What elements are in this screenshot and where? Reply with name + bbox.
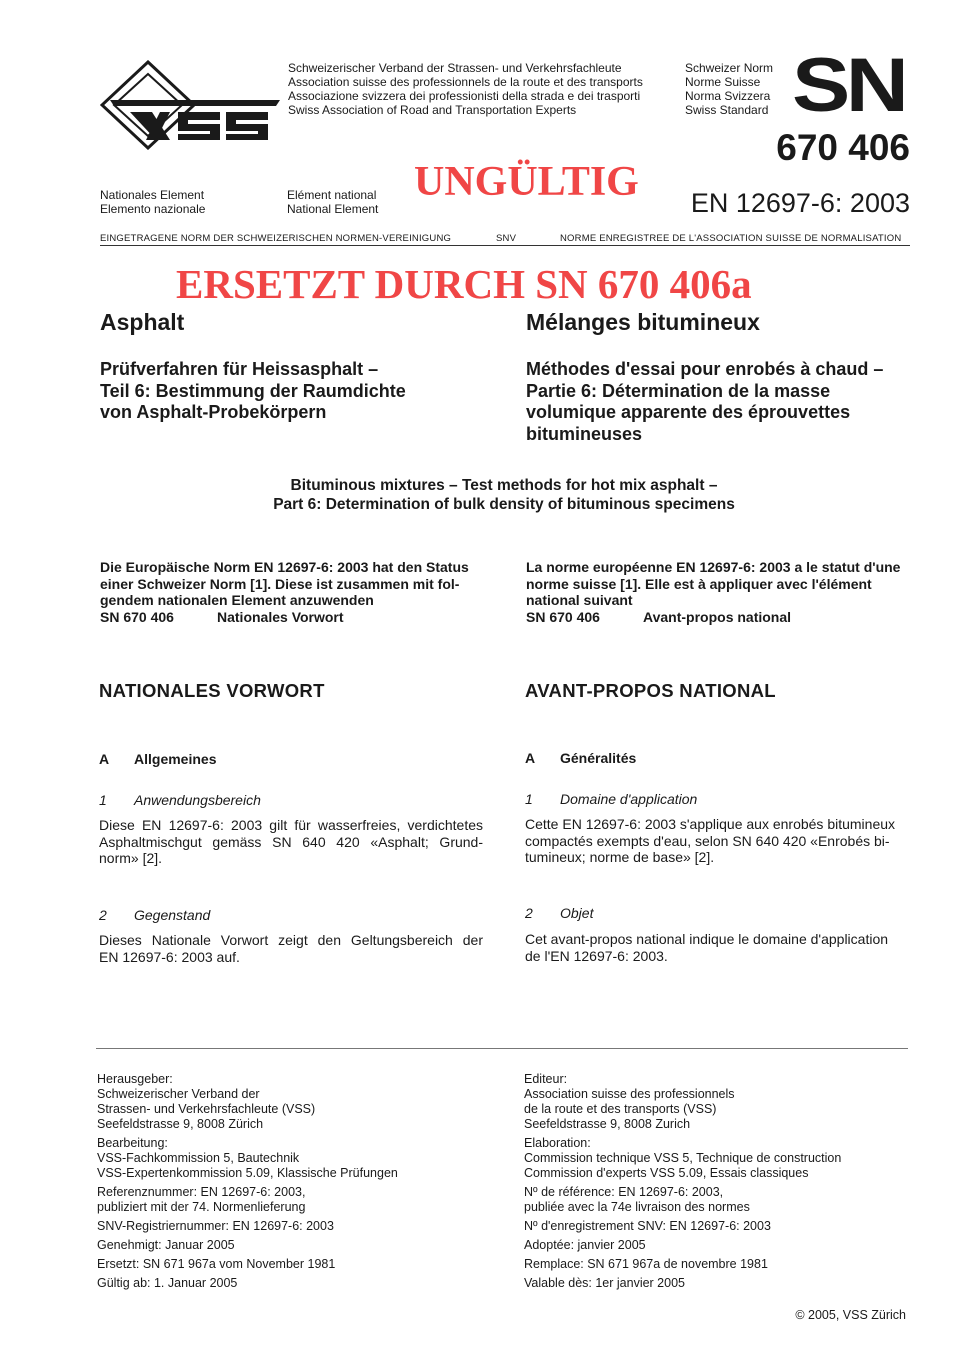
status-de-ref-number: SN 670 406 [100,608,174,625]
section-1-fr-title: Domaine d'application [560,791,698,807]
imprint-de-line: Herausgeber: [97,1072,173,1086]
section-1-fr-number: 1 [525,791,533,807]
imprint-de-line: Gültig ab: 1. Januar 2005 [97,1276,238,1290]
foreword-heading-de: NATIONALES VORWORT [99,680,325,701]
national-element-fr-en [287,188,378,216]
status-fr-line: national suivant [526,592,633,608]
section-2-fr-line: Cet avant-propos national indique le domaine d'application [525,931,889,947]
section-1-fr-text [525,816,909,866]
section-2-de-line: EN 12697-6: 2003 auf. [99,948,240,965]
national-element-fr: Elément national [287,188,377,202]
section-a-de [99,751,216,768]
imprint-fr-line: Commission technique VSS 5, Technique de construction [524,1151,842,1165]
section-2-fr-text [525,931,909,964]
title-fr: Mélanges bitumineux [526,309,760,335]
section-1-de-number: 1 [99,792,107,808]
replaced-stamp: ERSETZT DURCH SN 670 406a [176,261,752,307]
imprint-de-line: VSS-Expertenkommission 5.09, Klassische Prüfungen [97,1166,398,1180]
imprint-fr-editing [524,1136,841,1181]
imprint-fr-line: Seefeldstrasse 9, 8008 Zurich [524,1117,691,1131]
header-divider [100,245,910,246]
imprint-de-line: VSS-Fachkommission 5, Bautechnik [97,1151,300,1165]
en-number: EN 12697-6: 2003 [690,188,910,218]
status-de-line: einer Schweizer Norm [1]. Diese ist zusammen mit fol- [100,575,460,592]
status-de-line: gendem nationalen Element anzuwenden [100,592,374,608]
norm-type-en: Swiss Standard [685,103,769,117]
imprint-de [97,1072,398,1291]
registered-de: EINGETRAGENE NORM DER SCHWEIZERISCHEN NORMEN-VEREINIGUNG [100,233,452,244]
imprint-de-line: Genehmigt: Januar 2005 [97,1238,235,1252]
copyright: © 2005, VSS Zürich [795,1308,906,1322]
org-name-en: Swiss Association of Road and Transportation Experts [288,103,577,117]
subtitle-fr-line: Méthodes d'essai pour enrobés à chaud – [526,359,884,379]
imprint-fr-reference [524,1185,841,1215]
imprint-de-publisher [97,1072,398,1132]
status-fr-line: norme suisse [1]. Elle est à appliquer avec l'élément [526,575,872,592]
national-element-en: National Element [287,202,379,216]
national-element-de: Nationales Element [100,188,205,202]
org-names [288,61,643,117]
subtitle-de-line: Teil 6: Bestimmung der Raumdichte [100,380,406,401]
subtitle-en-line: Part 6: Determination of bulk density of bituminous specimens [273,496,735,513]
norm-type [685,61,773,117]
imprint-fr-line: Remplace: SN 671 967a de novembre 1981 [524,1257,768,1271]
imprint-de-reference [97,1185,398,1215]
imprint-de-editing [97,1136,398,1181]
imprint-fr [524,1072,841,1291]
imprint-de-line: Referenznummer: EN 12697-6: 2003, [97,1185,306,1199]
section-2-de-text [99,932,483,965]
norm-type-fr: Norme Suisse [685,75,761,89]
registered-snv: SNV [496,233,517,244]
imprint-fr-line: Valable dès: 1er janvier 2005 [524,1276,685,1290]
imprint-fr-line: Commission d'experts VSS 5.09, Essais classiques [524,1166,809,1180]
subtitle-de-line: Prüfverfahren für Heissasphalt – [100,359,379,379]
section-1-fr-heading [525,791,697,808]
subtitle-fr-line: Partie 6: Détermination de la masse [526,380,831,401]
section-a-fr-letter: A [525,750,536,766]
imprint-de-line: Bearbeitung: [97,1136,168,1150]
foreword-heading-fr: AVANT-PROPOS NATIONAL [525,680,776,701]
imprint-fr-line: Nº de référence: EN 12697-6: 2003, [524,1185,724,1199]
subtitle-de-line: von Asphalt-Probekörpern [100,402,327,422]
section-2-de-heading [99,907,210,924]
section-2-de-number: 2 [99,907,107,923]
section-1-de-line: Asphaltmischgut gemäss SN 640 420 «Asphalt; Grund- [99,833,483,850]
subtitle-fr-line: bitumineuses [526,423,643,444]
status-de [100,559,484,625]
imprint-fr-line: Editeur: [524,1072,568,1086]
registered-fr: NORME ENREGISTREE DE L'ASSOCIATION SUISSE DE NORMALISATION [560,233,902,244]
section-a-de-title: Allgemeines [134,751,217,767]
subtitle-fr-line: volumique apparente des éprouvettes [526,402,851,422]
org-name-de: Schweizerischer Verband der Strassen- und Verkehrsfachleute [288,61,622,75]
section-1-de-text [99,817,483,867]
subtitle-de [100,359,406,424]
section-2-fr-number: 2 [525,905,533,921]
invalid-stamp: UNGÜLTIG [414,159,639,205]
imprint-de-line: publiziert mit der 74. Normenlieferung [97,1200,306,1214]
norm-number: 670 406 [776,127,910,168]
section-1-fr-line: compactés exempts d'eau, selon SN 640 420 «Enrobés bi- [525,832,890,849]
national-element-it: Elemento nazionale [100,202,206,216]
imprint-de-line: Ersetzt: SN 671 967a vom November 1981 [97,1257,336,1271]
section-a-fr-title: Généralités [560,750,637,766]
org-name-it: Associazione svizzera dei professionisti della strada e dei trasporti [288,89,641,103]
status-de-ref-label: Nationales Vorwort [217,608,344,625]
imprint-de-line: SNV-Registriernummer: EN 12697-6: 2003 [97,1219,334,1233]
section-a-de-letter: A [99,751,110,767]
section-a-fr [525,750,636,767]
org-name-fr: Association suisse des professionnels de la route et des transports [288,75,643,89]
imprint-de-line: Seefeldstrasse 9, 8008 Zürich [97,1117,264,1131]
imprint-fr-line: Elaboration: [524,1136,591,1150]
section-1-de-line: Diese EN 12697-6: 2003 gilt für wasserfreies, verdichtetes [99,817,483,833]
title-de: Asphalt [100,309,185,335]
imprint-fr-publisher [524,1072,841,1132]
norm-type-it: Norma Svizzera [685,89,771,103]
status-fr [526,559,910,625]
imprint-fr-line: Association suisse des professionnels [524,1087,735,1101]
status-de-reference [100,609,484,626]
vss-logo-icon [100,60,282,150]
national-element-de-it [100,188,205,216]
subtitle-fr [526,359,883,445]
imprint-fr-line: Adoptée: janvier 2005 [524,1238,646,1252]
status-fr-reference [526,609,910,626]
section-2-de-title: Gegenstand [134,907,211,923]
section-1-de-heading [99,792,261,809]
status-fr-line: La norme européenne EN 12697-6: 2003 a le statut d'une [526,559,901,575]
section-2-fr-title: Objet [560,905,594,921]
section-2-de-line: Dieses Nationale Vorwort zeigt den Geltungsbereich der [99,932,483,948]
imprint-fr-line: Nº d'enregistrement SNV: EN 12697-6: 2003 [524,1219,771,1233]
subtitle-en [0,476,970,514]
status-fr-ref-label: Avant-propos national [643,608,792,625]
footer-divider [96,1048,908,1049]
norm-type-de: Schweizer Norm [685,61,774,75]
imprint-fr-line: de la route et des transports (VSS) [524,1102,717,1116]
vss-logo [100,60,282,150]
section-1-de-title: Anwendungsbereich [134,792,261,808]
section-2-fr-line: de l'EN 12697-6: 2003. [525,947,668,964]
section-1-fr-line: tumineux; norme de base» [2]. [525,849,715,865]
section-1-de-line: norm» [2]. [99,850,163,866]
sn-logo: SN [792,43,905,128]
status-de-line: Die Europäische Norm EN 12697-6: 2003 hat den Status [100,559,469,575]
section-1-fr-line: Cette EN 12697-6: 2003 s'applique aux enrobés bitumineux [525,816,896,832]
imprint-de-line: Strassen- und Verkehrsfachleute (VSS) [97,1102,316,1116]
imprint-de-line: Schweizerischer Verband der [97,1087,260,1101]
imprint-fr-line: publiée avec la 74e livraison des normes [524,1200,750,1214]
section-2-fr-heading [525,905,593,922]
subtitle-en-line: Bituminous mixtures – Test methods for hot mix asphalt – [290,477,718,494]
status-fr-ref-number: SN 670 406 [526,608,600,625]
